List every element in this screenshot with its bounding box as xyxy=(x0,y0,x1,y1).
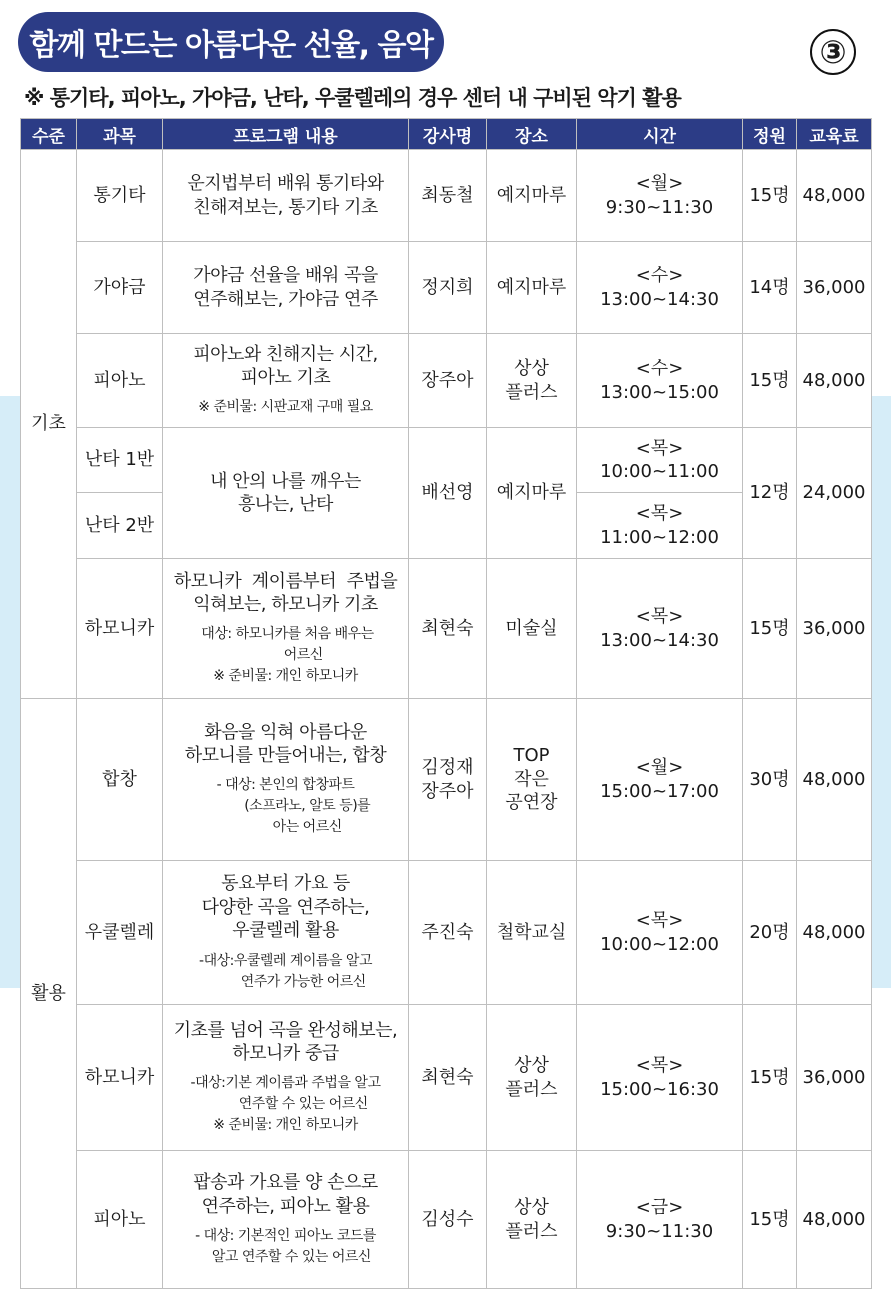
time-cell: <목> 11:00~12:00 xyxy=(577,493,743,559)
column-header: 정원 xyxy=(743,119,797,150)
content-cell xyxy=(163,559,409,699)
decorative-band-left xyxy=(0,396,22,988)
fee-cell: 36,000 xyxy=(797,1005,872,1151)
time-cell: <월> 9:30~11:30 xyxy=(577,150,743,242)
subject-cell: 하모니카 xyxy=(77,1005,163,1151)
content-main: 화음을 익혀 아름다운 하모니를 만들어내는, 합창 xyxy=(184,721,387,766)
capacity-cell: 14명 xyxy=(743,242,797,334)
table-row xyxy=(21,150,872,242)
table-row xyxy=(21,428,872,493)
table-row xyxy=(21,559,872,699)
capacity-cell: 20명 xyxy=(743,861,797,1005)
teacher-cell: 김성수 xyxy=(409,1151,487,1289)
page-title: 함께 만드는 아름다운 선율, 음악 xyxy=(18,12,444,72)
fee-cell: 48,000 xyxy=(797,150,872,242)
subject-cell: 합창 xyxy=(77,699,163,861)
teacher-cell: 최현숙 xyxy=(409,559,487,699)
time-cell: <목> 13:00~14:30 xyxy=(577,559,743,699)
time-cell: <월> 15:00~17:00 xyxy=(577,699,743,861)
teacher-cell: 김정재 장주아 xyxy=(409,699,487,861)
content-main: 내 안의 나를 깨우는 흥나는, 난타 xyxy=(210,470,361,515)
capacity-cell: 12명 xyxy=(743,428,797,559)
table-row xyxy=(21,242,872,334)
content-sub: - 대상: 본인의 합창파트 (소프라노, 알토 등)를 아는 어르신 xyxy=(216,777,371,836)
subject-cell: 난타 2반 xyxy=(77,493,163,559)
place-cell: 예지마루 xyxy=(487,242,577,334)
fee-cell: 48,000 xyxy=(797,699,872,861)
column-header: 수준 xyxy=(21,119,77,150)
content-cell xyxy=(163,150,409,242)
table-row xyxy=(21,1151,872,1289)
subject-cell: 피아노 xyxy=(77,334,163,428)
decorative-band-right xyxy=(869,396,891,988)
instrument-note: ※ 통기타, 피아노, 가야금, 난타, 우쿨렐레의 경우 센터 내 구비된 악기 활용 xyxy=(24,86,681,110)
table-row xyxy=(21,1005,872,1151)
content-main: 기초를 넘어 곡을 완성해보는, 하모니카 중급 xyxy=(173,1019,398,1064)
content-main: 피아노와 친해지는 시간, 피아노 기초 xyxy=(193,343,378,388)
teacher-cell: 정지희 xyxy=(409,242,487,334)
time-cell: <목> 15:00~16:30 xyxy=(577,1005,743,1151)
table-header-row xyxy=(21,119,872,150)
teacher-cell: 주진숙 xyxy=(409,861,487,1005)
table-row xyxy=(21,861,872,1005)
column-header: 프로그램 내용 xyxy=(163,119,409,150)
place-cell: 미술실 xyxy=(487,559,577,699)
content-cell xyxy=(163,1151,409,1289)
subject-cell: 난타 1반 xyxy=(77,428,163,493)
capacity-cell: 30명 xyxy=(743,699,797,861)
content-cell xyxy=(163,428,409,559)
column-header: 교육료 xyxy=(797,119,872,150)
content-main: 동요부터 가요 등 다양한 곡을 연주하는, 우쿨렐레 활용 xyxy=(201,873,370,942)
fee-cell: 48,000 xyxy=(797,1151,872,1289)
subject-cell: 우쿨렐레 xyxy=(77,861,163,1005)
time-cell: <목> 10:00~11:00 xyxy=(577,428,743,493)
content-cell xyxy=(163,242,409,334)
table-row xyxy=(21,699,872,861)
fee-cell: 48,000 xyxy=(797,334,872,428)
column-header: 강사명 xyxy=(409,119,487,150)
place-cell: 상상 플러스 xyxy=(487,1151,577,1289)
column-header: 과목 xyxy=(77,119,163,150)
content-sub: - 대상: 기본적인 피아노 코드를 알고 연주할 수 있는 어르신 xyxy=(195,1227,376,1265)
content-main: 하모니카 계이름부터 주법을 익혀보는, 하모니카 기초 xyxy=(173,570,398,615)
content-cell xyxy=(163,861,409,1005)
place-cell: 예지마루 xyxy=(487,428,577,559)
content-sub: 대상: 하모니카를 처음 배우는 어르신 ※ 준비물: 개인 하모니카 xyxy=(201,626,374,685)
program-schedule-table xyxy=(20,118,872,1289)
level-cell: 기초 xyxy=(21,150,77,699)
content-sub: -대상:기본 계이름과 주법을 알고 연주할 수 있는 어르신 ※ 준비물: 개인 하모니카 xyxy=(190,1075,381,1134)
content-sub: -대상:우쿨렐레 계이름을 알고 연주가 가능한 어르신 xyxy=(199,952,372,990)
place-cell: 철학교실 xyxy=(487,861,577,1005)
subject-cell: 통기타 xyxy=(77,150,163,242)
teacher-cell: 장주아 xyxy=(409,334,487,428)
teacher-cell: 최동철 xyxy=(409,150,487,242)
capacity-cell: 15명 xyxy=(743,559,797,699)
place-cell: 상상 플러스 xyxy=(487,334,577,428)
content-cell xyxy=(163,334,409,428)
page-number: ③ xyxy=(810,29,856,75)
fee-cell: 36,000 xyxy=(797,559,872,699)
content-main: 팝송과 가요를 양 손으로 연주하는, 피아노 활용 xyxy=(193,1172,378,1217)
content-cell xyxy=(163,699,409,861)
fee-cell: 48,000 xyxy=(797,861,872,1005)
time-cell: <수> 13:00~14:30 xyxy=(577,242,743,334)
capacity-cell: 15명 xyxy=(743,150,797,242)
column-header: 장소 xyxy=(487,119,577,150)
subject-cell: 피아노 xyxy=(77,1151,163,1289)
content-cell xyxy=(163,1005,409,1151)
table-row xyxy=(21,334,872,428)
place-cell: 상상 플러스 xyxy=(487,1005,577,1151)
subject-cell: 하모니카 xyxy=(77,559,163,699)
subject-cell: 가야금 xyxy=(77,242,163,334)
capacity-cell: 15명 xyxy=(743,1005,797,1151)
place-cell: 예지마루 xyxy=(487,150,577,242)
place-cell: TOP 작은 공연장 xyxy=(487,699,577,861)
content-main: 운지법부터 배워 통기타와 친해져보는, 통기타 기초 xyxy=(187,173,384,218)
capacity-cell: 15명 xyxy=(743,334,797,428)
time-cell: <금> 9:30~11:30 xyxy=(577,1151,743,1289)
column-header: 시간 xyxy=(577,119,743,150)
time-cell: <목> 10:00~12:00 xyxy=(577,861,743,1005)
content-main: 가야금 선율을 배워 곡을 연주해보는, 가야금 연주 xyxy=(193,265,378,310)
time-cell: <수> 13:00~15:00 xyxy=(577,334,743,428)
teacher-cell: 배선영 xyxy=(409,428,487,559)
fee-cell: 36,000 xyxy=(797,242,872,334)
content-sub: ※ 준비물: 시판교재 구매 필요 xyxy=(198,399,373,416)
capacity-cell: 15명 xyxy=(743,1151,797,1289)
level-cell: 활용 xyxy=(21,699,77,1289)
teacher-cell: 최현숙 xyxy=(409,1005,487,1151)
fee-cell: 24,000 xyxy=(797,428,872,559)
